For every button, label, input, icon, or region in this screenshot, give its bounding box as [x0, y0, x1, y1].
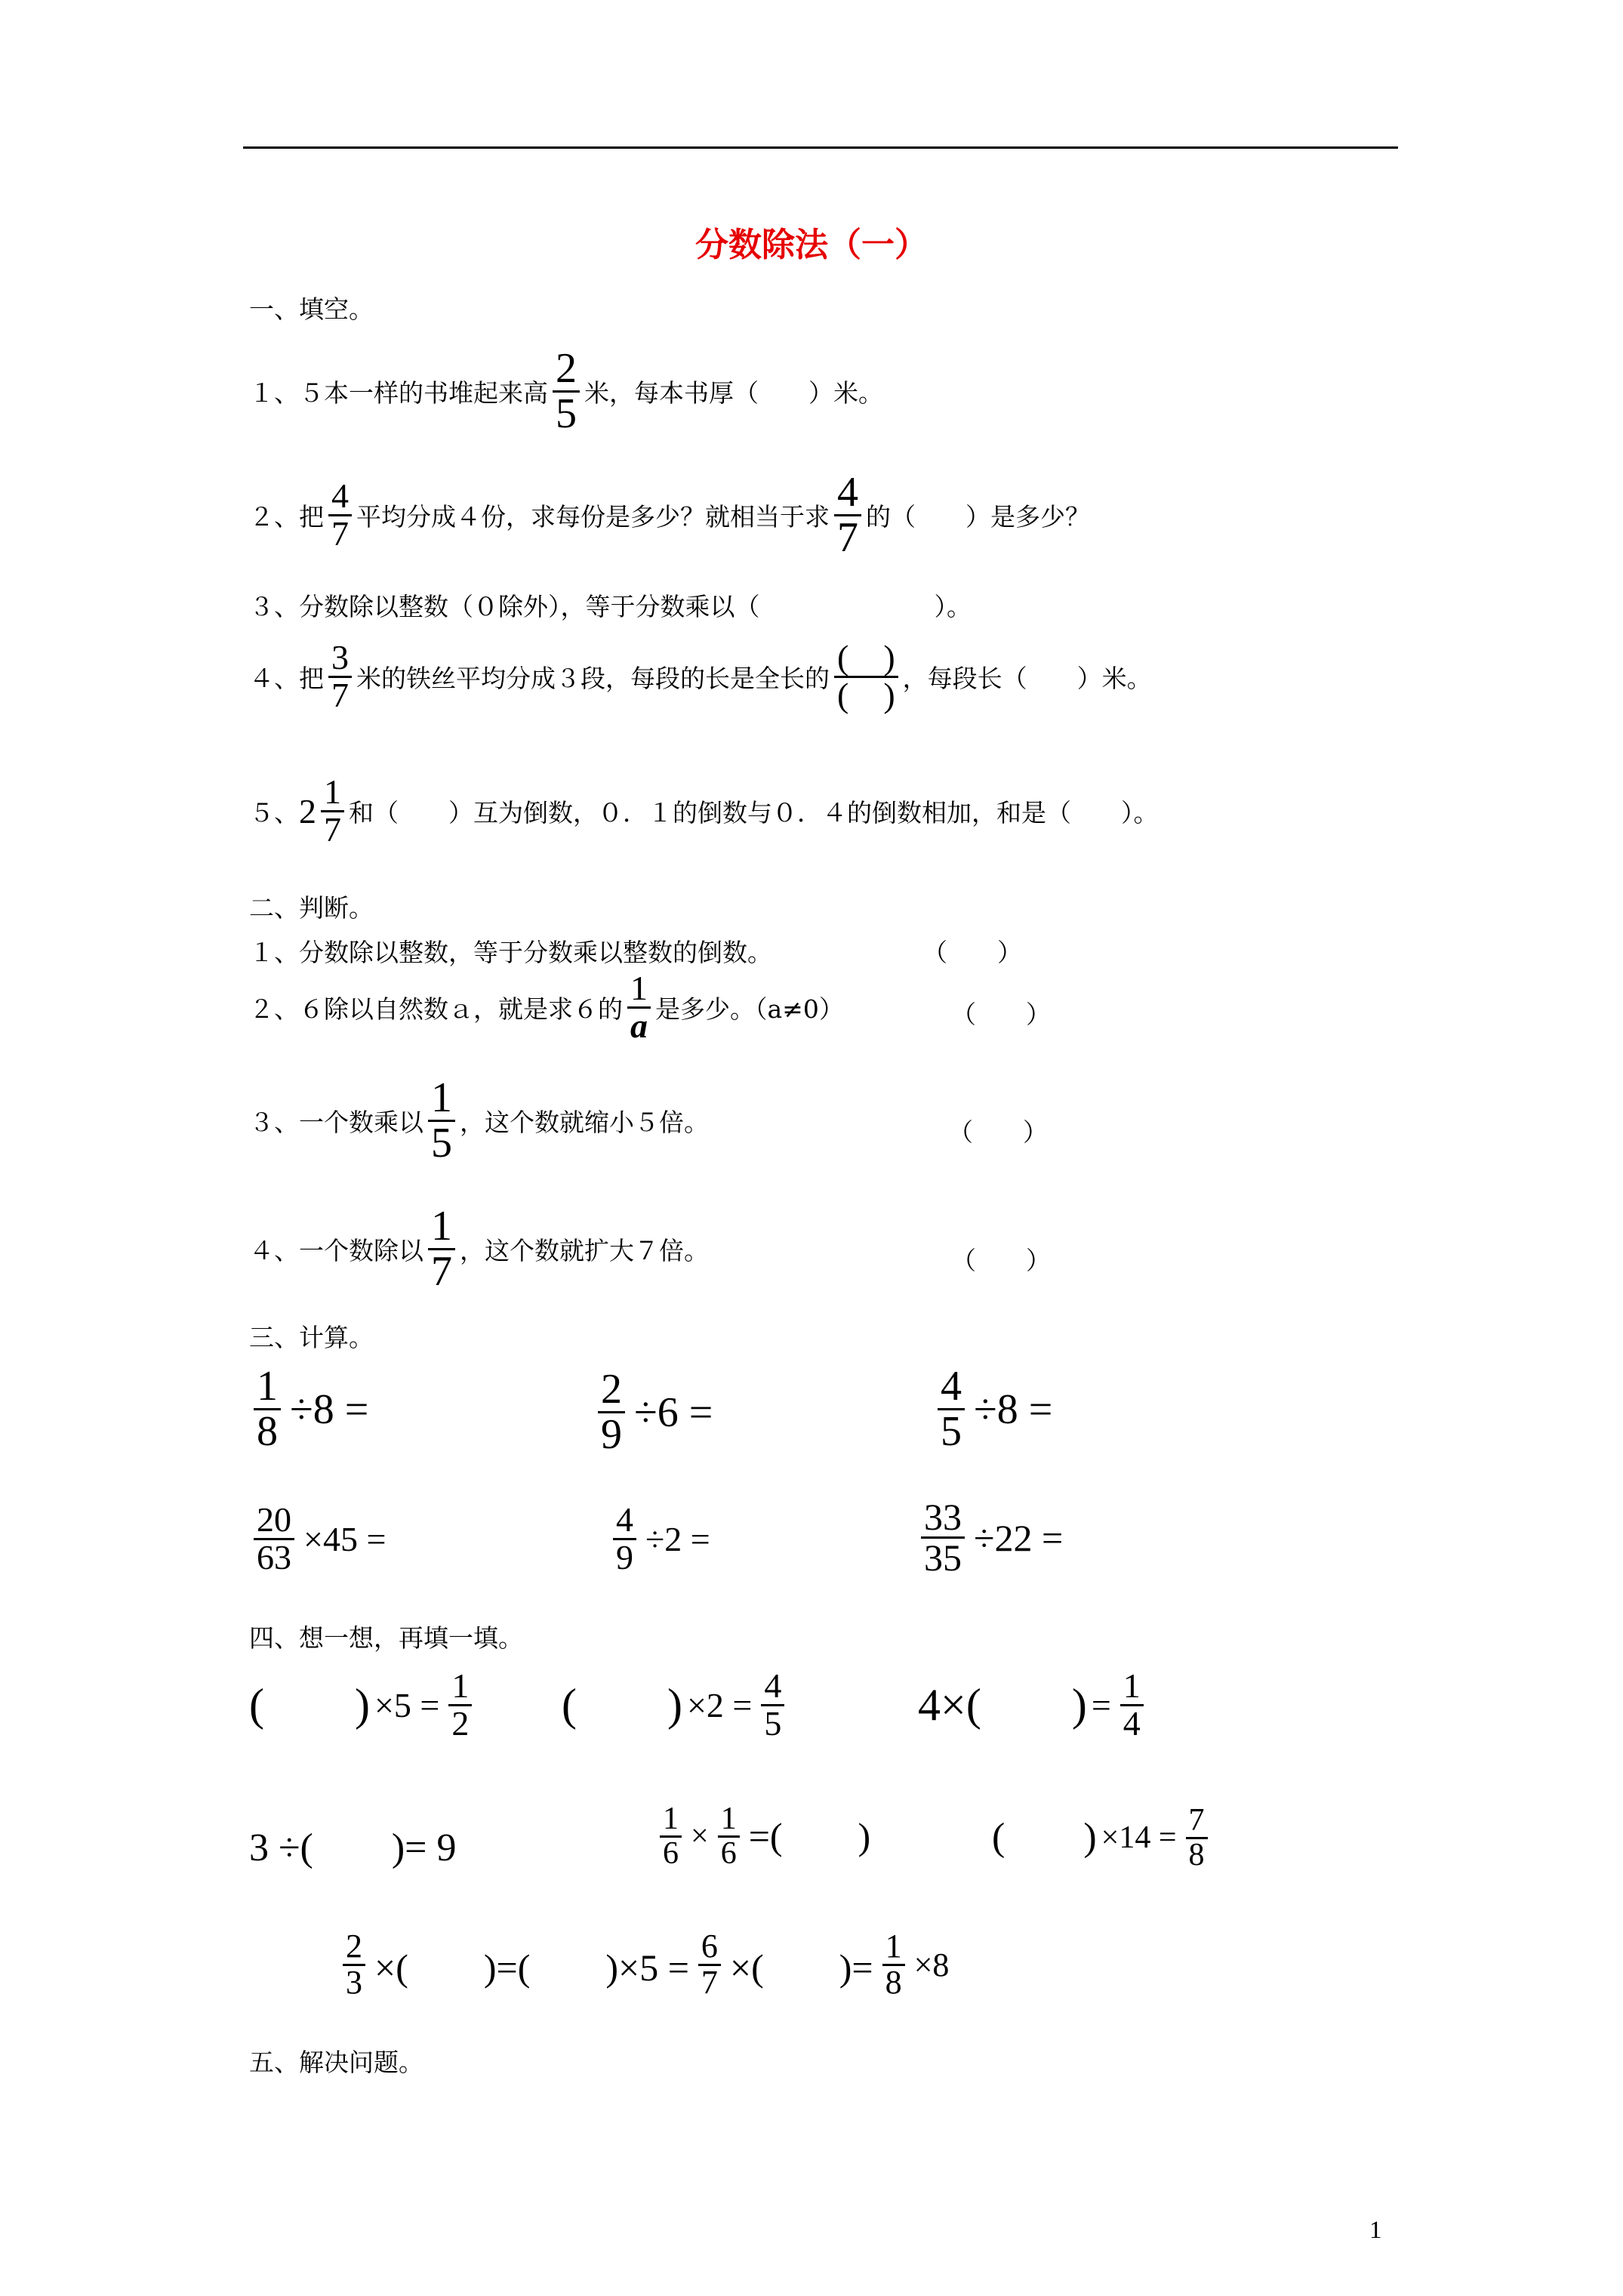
fraction: $\frac{4}{9}$ [613, 1502, 636, 1576]
fraction: $\frac{7}{8}$ [1186, 1804, 1208, 1872]
s2-q2-text: ２、６除以自然数ａ，就是求６的 [249, 994, 623, 1024]
calc-item: $\frac{1}{8}$ ÷8 = [249, 1365, 373, 1453]
fraction: $\frac{20}{63}$ [254, 1502, 294, 1576]
fraction: $\frac{1}{6}$ [718, 1803, 740, 1870]
fill-item: 3 ÷( )= 9 [249, 1826, 457, 1869]
section-1-heading: 一、填空。 [249, 294, 374, 324]
fraction: $\frac{33}{35}$ [921, 1498, 965, 1577]
s1-q4 [249, 640, 1152, 713]
fraction: $\frac{2}{9}$ [598, 1368, 625, 1456]
section-2-heading: 二、判断。 [249, 893, 374, 923]
s1-q1-tail: 米，每本书厚（ ）米。 [584, 378, 883, 408]
page-number: 1 [1369, 2217, 1382, 2244]
fraction: $\frac{2}{5}$ [553, 347, 580, 436]
s1-q4-mid: 米的铁丝平均分成３段，每段的长是全长的 [356, 663, 830, 693]
page-title: 分数除法（一） [695, 226, 928, 264]
s2-q3-paren: （ ） [948, 1117, 1048, 1147]
fraction: $\frac{2}{3}$ [343, 1930, 365, 2000]
s2-q4-tail: ，这个数就扩大７倍。 [460, 1236, 709, 1266]
fill-item: ( ) ×5 = $\frac{1}{2}$ [249, 1669, 476, 1742]
s2-q1: １、分数除以整数，等于分数乘以整数的倒数。 [249, 938, 772, 967]
s1-q3: ３、分数除以整数（０除外），等于分数乘以（ ）。 [249, 592, 972, 621]
s2-q3-tail: ，这个数就缩小５倍。 [460, 1108, 709, 1138]
s1-q2-mid: 平均分成４份，求每份是多少？就相当于求 [356, 502, 830, 532]
s1-q1-text: １、５本一样的书堆起来高 [249, 378, 548, 408]
fill-item: 4×( ) = $\frac{1}{4}$ [918, 1669, 1148, 1742]
fraction: $\frac{1}{8}$ [254, 1365, 281, 1453]
section-3-heading: 三、计算。 [249, 1323, 374, 1352]
fraction: $\frac{4}{5}$ [938, 1365, 965, 1453]
s2-q4-paren: （ ） [951, 1246, 1051, 1275]
s2-q3 [249, 1074, 709, 1167]
fill-item: $\frac{1}{6}$ × $\frac{1}{6}$ =( ) [655, 1803, 875, 1870]
fraction: $\frac{4}{7}$ [834, 471, 861, 559]
fraction: $\frac{1}{a}$ [627, 971, 651, 1044]
fraction: $\frac{4}{7}$ [328, 479, 352, 552]
s2-q2-tail: 是多少。（a≠0） [655, 994, 844, 1024]
s1-q1 [249, 347, 883, 436]
fraction: $\frac{1}{2}$ [448, 1669, 472, 1742]
s2-q2 [249, 971, 844, 1044]
fraction: $\frac{6}{7}$ [698, 1930, 721, 2000]
s1-q5-tail: 和（ ）互为倒数，０．１的倒数与０．４的倒数相加，和是（ ）。 [349, 797, 1159, 827]
section-5-heading: 五、解决问题。 [249, 2048, 423, 2077]
s1-q2-tail: 的（ ）是多少？ [866, 502, 1090, 532]
s2-q4-text: ４、一个数除以 [249, 1236, 423, 1266]
header-rule [243, 146, 1398, 149]
fraction: $\frac{1}{7}$ [428, 1205, 455, 1293]
fraction: $\frac{3}{7}$ [328, 640, 352, 713]
fill-item: ( ) ×2 = $\frac{4}{5}$ [562, 1669, 789, 1742]
fraction: $\frac{1}{8}$ [882, 1930, 905, 2000]
s1-q2 [249, 469, 1090, 562]
s2-q2-paren: （ ） [951, 1000, 1051, 1029]
fraction: $\frac{1}{4}$ [1120, 1669, 1144, 1742]
calc-item: $\frac{4}{5}$ ÷8 = [933, 1365, 1057, 1453]
calc-item: $\frac{4}{9}$ ÷2 = [608, 1502, 715, 1576]
fill-chain: $\frac{2}{3}$ ×( )=( )×5 = $\frac{6}{7}$ ×( )= $\frac{1}{8}$ ×8 [338, 1930, 953, 2000]
calc-item: $\frac{33}{35}$ ÷22 = [916, 1498, 1067, 1577]
s1-q4-text: ４、把 [249, 663, 324, 693]
calc-item: $\frac{2}{9}$ ÷6 = [593, 1368, 717, 1456]
s1-q2-text: ２、把 [249, 502, 324, 532]
fill-item: ( ) ×14 = $\frac{7}{8}$ [992, 1804, 1212, 1872]
s1-q5 [249, 772, 1159, 849]
mixed-whole: 2 [299, 791, 316, 831]
section-4-heading: 四、想一想，再填一填。 [249, 1623, 523, 1653]
s2-q4 [249, 1203, 709, 1296]
fraction: $\frac{1}{6}$ [660, 1803, 682, 1870]
blank-fraction: $\frac{( )}{( )}$ [834, 640, 898, 713]
s1-q5-text: ５、 [249, 797, 299, 827]
s1-q4-tail: ，每段长（ ）米。 [902, 663, 1152, 693]
fraction: $\frac{1}{7}$ [321, 775, 344, 848]
fraction: $\frac{1}{5}$ [428, 1077, 455, 1165]
fraction: $\frac{4}{5}$ [761, 1669, 784, 1742]
calc-item: $\frac{20}{63}$ ×45 = [249, 1502, 390, 1576]
s2-q3-text: ３、一个数乘以 [249, 1108, 423, 1138]
s2-q1-paren: （ ） [922, 938, 1022, 967]
